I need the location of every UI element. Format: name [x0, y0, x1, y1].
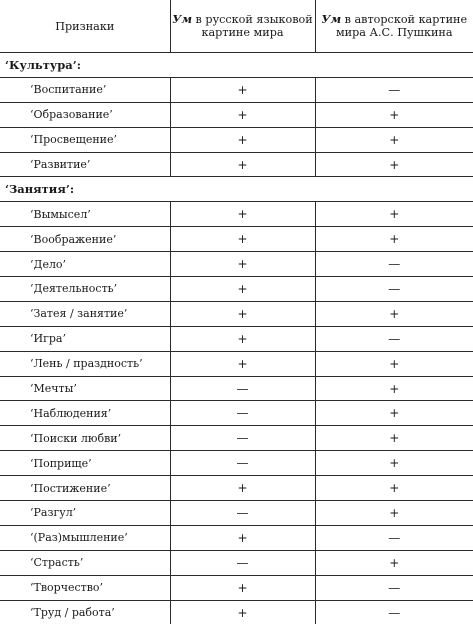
- pushkin-worldview-mark: +: [315, 351, 473, 376]
- feature-label: ‘Развитие’: [0, 152, 170, 177]
- pushkin-worldview-mark: +: [315, 202, 473, 227]
- russian-worldview-mark: +: [170, 152, 315, 177]
- russian-worldview-mark: +: [170, 600, 315, 624]
- pushkin-worldview-mark: +: [315, 152, 473, 177]
- russian-worldview-mark: —: [170, 550, 315, 575]
- feature-label: ‘Вымысел’: [0, 202, 170, 227]
- russian-worldview-mark: +: [170, 227, 315, 252]
- header-russian-keyword: Ум: [172, 12, 192, 26]
- table-body: [0, 53, 473, 624]
- russian-worldview-mark: +: [170, 202, 315, 227]
- table-row: [0, 227, 473, 252]
- pushkin-worldview-mark: +: [315, 451, 473, 476]
- russian-worldview-mark: —: [170, 426, 315, 451]
- header-russian-worldview: [170, 0, 315, 53]
- feature-label: ‘Труд / работа’: [0, 600, 170, 624]
- russian-worldview-mark: —: [170, 376, 315, 401]
- russian-worldview-mark: +: [170, 351, 315, 376]
- pushkin-worldview-mark: +: [315, 426, 473, 451]
- feature-label: ‘Поиски любви’: [0, 426, 170, 451]
- table-row: [0, 476, 473, 501]
- russian-worldview-mark: +: [170, 525, 315, 550]
- table-row: [0, 376, 473, 401]
- feature-label: ‘Деятельность’: [0, 277, 170, 302]
- pushkin-worldview-mark: +: [315, 376, 473, 401]
- pushkin-worldview-mark: +: [315, 102, 473, 127]
- table-row: [0, 525, 473, 550]
- table-row: [0, 202, 473, 227]
- feature-label: ‘Воображение’: [0, 227, 170, 252]
- table-row: [0, 102, 473, 127]
- russian-worldview-mark: —: [170, 501, 315, 526]
- pushkin-worldview-mark: —: [315, 326, 473, 351]
- table-row: [0, 77, 473, 102]
- feature-label: ‘Просвещение’: [0, 127, 170, 152]
- table-row: [0, 301, 473, 326]
- russian-worldview-mark: +: [170, 127, 315, 152]
- header-russian-text: в русской языковой картине мира: [192, 13, 313, 39]
- feature-label: ‘Образование’: [0, 102, 170, 127]
- russian-worldview-mark: +: [170, 301, 315, 326]
- russian-worldview-mark: —: [170, 451, 315, 476]
- pushkin-worldview-mark: —: [315, 575, 473, 600]
- feature-label: ‘Поприще’: [0, 451, 170, 476]
- pushkin-worldview-mark: —: [315, 525, 473, 550]
- pushkin-worldview-mark: —: [315, 77, 473, 102]
- russian-worldview-mark: +: [170, 326, 315, 351]
- table-row: [0, 277, 473, 302]
- table-row: [0, 152, 473, 177]
- feature-label: ‘Постижение’: [0, 476, 170, 501]
- russian-worldview-mark: —: [170, 401, 315, 426]
- pushkin-worldview-mark: +: [315, 550, 473, 575]
- feature-label: ‘Дело’: [0, 252, 170, 277]
- pushkin-worldview-mark: —: [315, 252, 473, 277]
- pushkin-worldview-mark: +: [315, 227, 473, 252]
- table-row: [0, 326, 473, 351]
- section-row: [0, 53, 473, 78]
- table-row: [0, 426, 473, 451]
- pushkin-worldview-mark: +: [315, 127, 473, 152]
- russian-worldview-mark: +: [170, 575, 315, 600]
- header-pushkin-keyword: Ум: [321, 12, 342, 26]
- table-row: [0, 451, 473, 476]
- table-row: [0, 401, 473, 426]
- pushkin-worldview-mark: +: [315, 401, 473, 426]
- feature-label: ‘Затея / занятие’: [0, 301, 170, 326]
- pushkin-worldview-mark: +: [315, 476, 473, 501]
- feature-label: ‘Воспитание’: [0, 77, 170, 102]
- header-pushkin-worldview: [315, 0, 473, 53]
- section-title: ‘Культура’:: [0, 53, 473, 78]
- section-title: ‘Занятия’:: [0, 177, 473, 202]
- feature-label: ‘Лень / праздность’: [0, 351, 170, 376]
- pushkin-worldview-mark: —: [315, 600, 473, 624]
- header-pushkin-text: в авторской картине мира А.С. Пушкина: [335, 13, 468, 39]
- table-row: [0, 351, 473, 376]
- table-row: [0, 252, 473, 277]
- pushkin-worldview-mark: +: [315, 501, 473, 526]
- table-header-row: [0, 0, 473, 53]
- russian-worldview-mark: +: [170, 252, 315, 277]
- table-row: [0, 501, 473, 526]
- pushkin-worldview-mark: +: [315, 301, 473, 326]
- table-row: [0, 600, 473, 624]
- table-row: [0, 550, 473, 575]
- feature-label: ‘Разгул’: [0, 501, 170, 526]
- feature-label: ‘(Раз)мышление’: [0, 525, 170, 550]
- pushkin-worldview-mark: —: [315, 277, 473, 302]
- russian-worldview-mark: +: [170, 476, 315, 501]
- table-row: [0, 127, 473, 152]
- section-row: [0, 177, 473, 202]
- russian-worldview-mark: +: [170, 277, 315, 302]
- table-row: [0, 575, 473, 600]
- header-features: Признаки: [0, 0, 170, 53]
- feature-label: ‘Мечты’: [0, 376, 170, 401]
- feature-label: ‘Наблюдения’: [0, 401, 170, 426]
- feature-label: ‘Творчество’: [0, 575, 170, 600]
- russian-worldview-mark: +: [170, 77, 315, 102]
- feature-label: ‘Игра’: [0, 326, 170, 351]
- russian-worldview-mark: +: [170, 102, 315, 127]
- feature-label: ‘Страсть’: [0, 550, 170, 575]
